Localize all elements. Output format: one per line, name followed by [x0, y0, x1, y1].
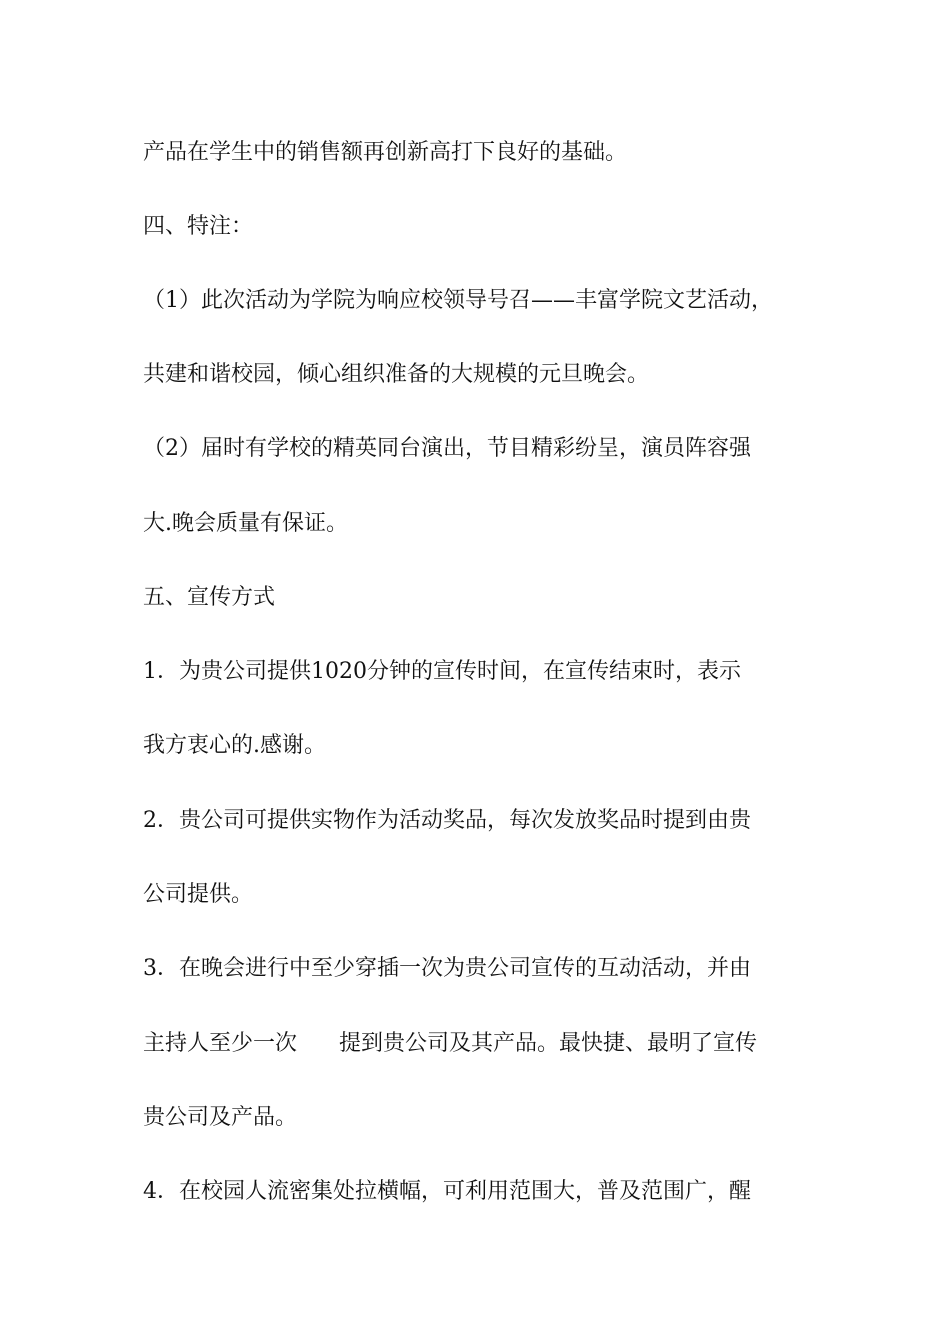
text-line-item-2-cont: 公司提供。 [143, 882, 254, 907]
text-line-note-2: （2）届时有学校的精英同台演出，节目精彩纷呈，演员阵容强 [143, 436, 751, 461]
text-line-item-2: 2．贵公司可提供实物作为活动奖品，每次发放奖品时提到由贵 [143, 808, 751, 833]
text-line-note-1: （1）此次活动为学院为响应校领导号召——丰富学院文艺活动， [143, 288, 773, 313]
text-line-item-3-cont-2: 贵公司及产品。 [143, 1105, 298, 1130]
text-line-item-1-cont: 我方衷心的.感谢。 [143, 733, 326, 758]
text-line-item-3: 3．在晚会进行中至少穿插一次为贵公司宣传的互动活动，并由 [143, 956, 751, 981]
text-line-1: 产品在学生中的销售额再创新高打下良好的基础。 [143, 140, 628, 165]
text-line-item-3-cont: 主持人至少一次 提到贵公司及其产品。最快捷、最明了宣传 [143, 1031, 757, 1056]
section-heading-promotion: 五、宣传方式 [143, 585, 276, 610]
text-line-note-2-cont: 大.晚会质量有保证。 [143, 511, 348, 536]
text-line-item-4: 4．在校园人流密集处拉横幅，可利用范围大，普及范围广，醒 [143, 1179, 751, 1204]
section-heading-special-notes: 四、特注： [143, 214, 254, 239]
text-line-note-1-cont: 共建和谐校园，倾心组织准备的大规模的元旦晚会。 [143, 362, 650, 387]
text-line-item-1: 1．为贵公司提供1020分钟的宣传时间，在宣传结束时，表示 [143, 659, 741, 684]
